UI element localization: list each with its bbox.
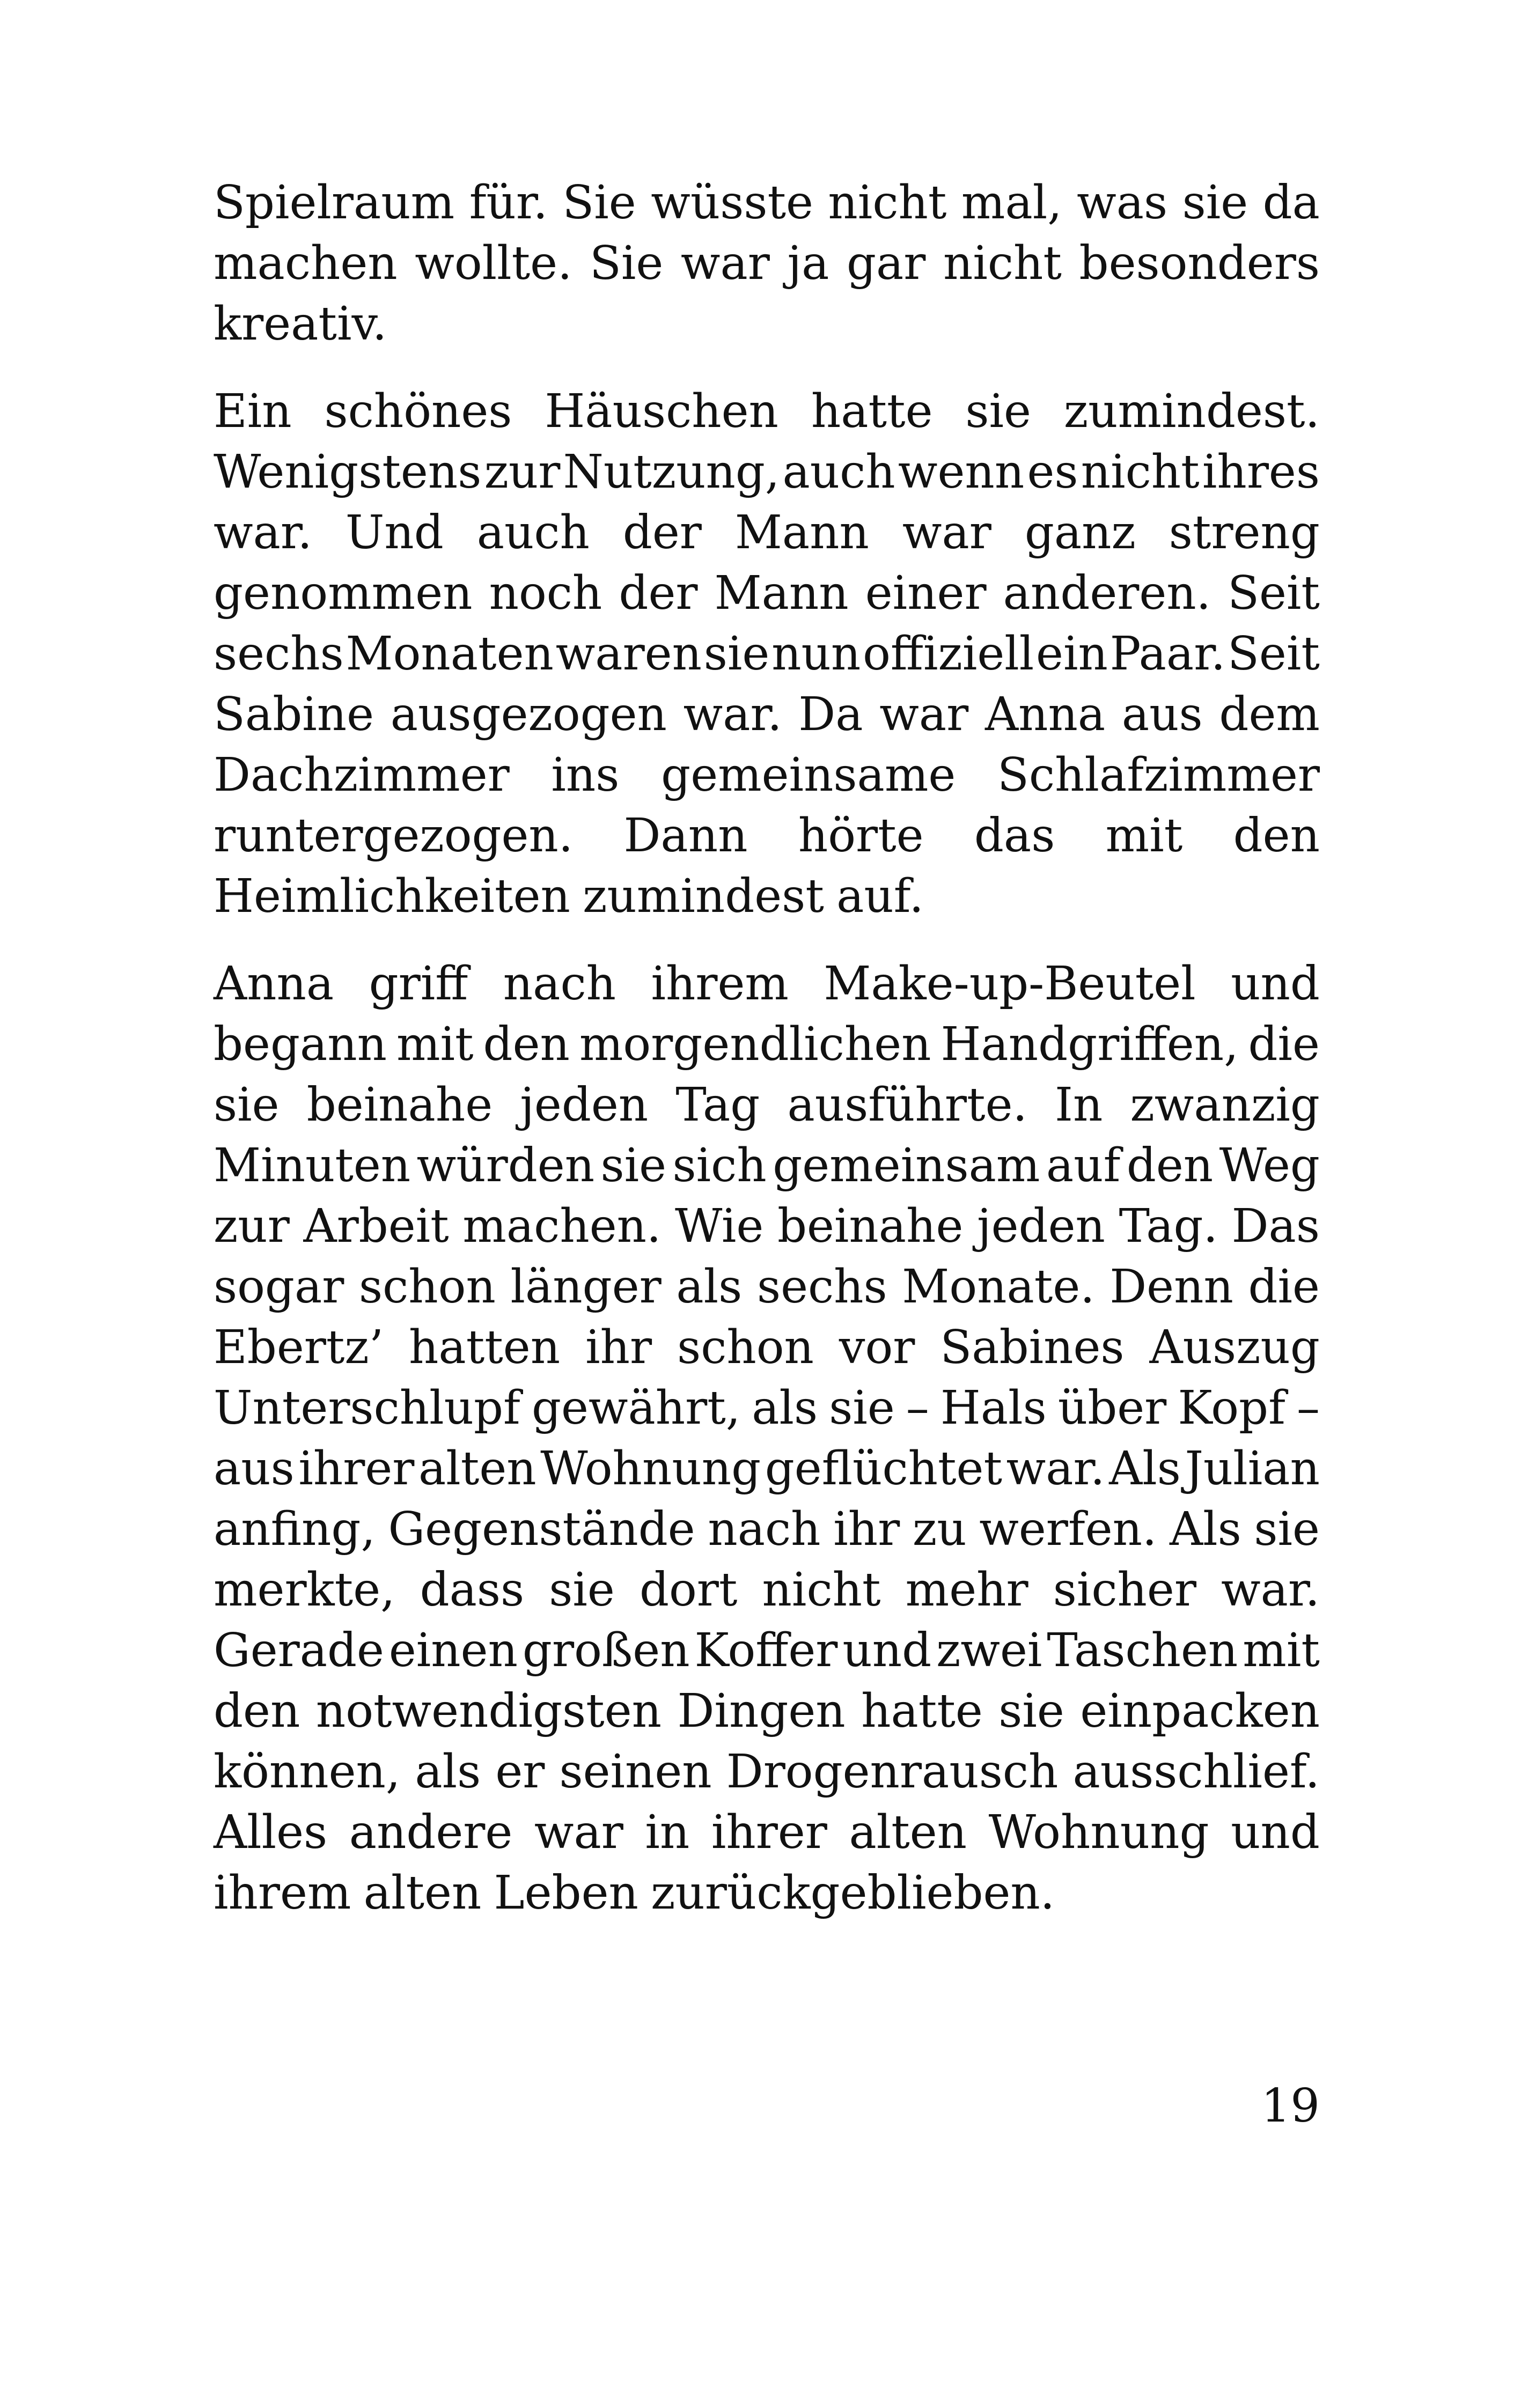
word: mal,	[961, 176, 1062, 230]
word: Sabines	[940, 1321, 1125, 1374]
word: Häuschen	[545, 385, 778, 438]
word: einen	[388, 1624, 518, 1677]
word: auch	[476, 506, 590, 559]
word: Koffer	[694, 1624, 838, 1677]
word: Kopf	[1178, 1381, 1285, 1435]
word: sechs	[756, 1260, 887, 1314]
word: anderen.	[1003, 566, 1211, 620]
text-line	[214, 1196, 1320, 1257]
word: Tag.	[1119, 1199, 1218, 1253]
word: genommen	[214, 566, 473, 620]
word: war.	[214, 506, 312, 559]
word: Seit	[1228, 627, 1320, 681]
word: dass	[420, 1563, 525, 1617]
text-line	[214, 503, 1320, 563]
word: Da	[798, 688, 863, 741]
word: sie	[703, 627, 770, 681]
text-line	[214, 173, 1320, 233]
text-line	[214, 442, 1320, 503]
word: zu	[912, 1503, 967, 1556]
word: mit	[1105, 809, 1183, 863]
word: Sabine	[214, 688, 374, 741]
word: mehr	[905, 1563, 1028, 1617]
text-line	[214, 866, 1320, 927]
word: Wohnung	[988, 1806, 1209, 1859]
word: zurückgeblieben.	[651, 1866, 1055, 1920]
word: Paar.	[1109, 627, 1226, 681]
word: Mann	[734, 506, 869, 559]
word: Auszug	[1149, 1321, 1320, 1374]
word: mit	[396, 1018, 474, 1071]
word: Und	[345, 506, 444, 559]
word: dem	[1219, 688, 1320, 741]
word: Minuten	[214, 1139, 411, 1192]
body-text	[214, 173, 1320, 1950]
word: beinahe	[306, 1078, 493, 1132]
word: werfen.	[979, 1503, 1157, 1556]
word: schon	[359, 1260, 496, 1314]
word: über	[1057, 1381, 1167, 1435]
word: gar	[846, 237, 926, 290]
word: sie	[998, 1684, 1064, 1738]
word: und	[1231, 1806, 1320, 1859]
word: sie	[829, 1381, 895, 1435]
word: hörte	[798, 809, 924, 863]
word: den	[483, 1018, 570, 1071]
word: sie	[1182, 176, 1248, 230]
word: Mann	[714, 566, 849, 620]
word: länger	[510, 1260, 662, 1314]
word: alten	[418, 1442, 537, 1496]
word: Nutzung,	[563, 445, 780, 499]
word: notwendigsten	[315, 1684, 662, 1738]
word: alten	[849, 1806, 967, 1859]
word: beinahe	[777, 1199, 964, 1253]
text-line	[214, 745, 1320, 806]
word: morgendlichen	[579, 1018, 931, 1071]
word: auch	[782, 445, 895, 499]
word: zur	[214, 1199, 290, 1253]
word: hatten	[409, 1321, 561, 1374]
word: sogar	[214, 1260, 344, 1314]
text-line	[214, 954, 1320, 1014]
word: sie	[214, 1078, 280, 1132]
word: –	[906, 1381, 929, 1435]
word: und	[842, 1624, 932, 1677]
word: für.	[469, 176, 548, 230]
word: gemeinsam	[773, 1139, 1040, 1192]
word: die	[1248, 1260, 1320, 1314]
word: Heimlichkeiten	[214, 870, 570, 923]
word: den	[1126, 1139, 1214, 1192]
word: einpacken	[1080, 1684, 1320, 1738]
word: in	[645, 1806, 690, 1859]
word: Gerade	[214, 1624, 384, 1677]
word: einer	[865, 566, 987, 620]
word: als	[415, 1745, 481, 1799]
word: streng	[1169, 506, 1320, 559]
word: Make-up-Beutel	[824, 957, 1196, 1011]
word: zwanzig	[1130, 1078, 1320, 1132]
word: und	[1231, 957, 1320, 1011]
word: ausgezogen	[390, 688, 667, 741]
word: können,	[214, 1745, 401, 1799]
word: ihrer	[298, 1442, 415, 1496]
word: schönes	[324, 385, 512, 438]
word: den	[1233, 809, 1320, 863]
word: nicht	[762, 1563, 881, 1617]
text-line	[214, 1802, 1320, 1863]
text-line	[214, 1439, 1320, 1499]
word: ganz	[1024, 506, 1136, 559]
word: wenn	[898, 445, 1025, 499]
word: runtergezogen.	[214, 809, 574, 863]
word: sie	[549, 1563, 615, 1617]
word: sie	[600, 1139, 667, 1192]
paragraph	[214, 381, 1320, 927]
word: ihrer	[711, 1806, 827, 1859]
word: als	[676, 1260, 743, 1314]
text-line	[214, 684, 1320, 745]
word: nach	[708, 1503, 821, 1556]
word: Als	[1109, 1442, 1181, 1496]
word: Anna	[985, 688, 1106, 741]
word: war.	[683, 688, 782, 741]
word: Monaten	[346, 627, 554, 681]
word: Denn	[1109, 1260, 1233, 1314]
word: In	[1054, 1078, 1103, 1132]
text-line	[214, 381, 1320, 442]
word: offiziell	[863, 627, 1034, 681]
word: war.	[1006, 1442, 1105, 1496]
word: zwei	[936, 1624, 1042, 1677]
word: Hals	[940, 1381, 1047, 1435]
word: anfing,	[214, 1503, 376, 1556]
word: der	[622, 506, 702, 559]
word: würden	[416, 1139, 595, 1192]
word: Spielraum	[214, 176, 455, 230]
word: Leben	[494, 1866, 638, 1920]
word: Anna	[214, 957, 334, 1011]
word: auf	[1046, 1139, 1121, 1192]
text-line	[214, 1499, 1320, 1560]
word: aus	[214, 1442, 295, 1496]
word: Schlafzimmer	[997, 748, 1320, 802]
word: war	[534, 1806, 623, 1859]
word: nicht	[1081, 445, 1200, 499]
word: ihres	[1202, 445, 1320, 499]
word: zumindest.	[1063, 385, 1320, 438]
word: Gegenstände	[388, 1503, 695, 1556]
word: Drogenrausch	[726, 1745, 1059, 1799]
word: ins	[551, 748, 620, 802]
word: Sie	[589, 237, 664, 290]
word: er	[495, 1745, 545, 1799]
word: dort	[639, 1563, 738, 1617]
word: war	[879, 688, 969, 741]
text-line	[214, 1317, 1320, 1378]
word: sicher	[1053, 1563, 1196, 1617]
word: kreativ.	[214, 297, 387, 351]
word: zur	[484, 445, 561, 499]
text-line	[214, 563, 1320, 624]
text-line	[214, 1560, 1320, 1621]
word: jeden	[977, 1199, 1105, 1253]
word: wüsste	[651, 176, 813, 230]
word: es	[1027, 445, 1078, 499]
word: nach	[503, 957, 616, 1011]
word: Unterschlupf	[214, 1381, 520, 1435]
word: Dachzimmer	[214, 748, 510, 802]
word: machen.	[462, 1199, 662, 1253]
word: zumindest	[583, 870, 824, 923]
word: ihrem	[214, 1866, 351, 1920]
word: Dingen	[677, 1684, 846, 1738]
word: Dann	[623, 809, 748, 863]
word: aus	[1121, 688, 1203, 741]
word: Wenigstens	[214, 445, 482, 499]
word: ihr	[833, 1503, 900, 1556]
word: Taschen	[1047, 1624, 1238, 1677]
word: Arbeit	[303, 1199, 449, 1253]
word: ihr	[585, 1321, 652, 1374]
word: war	[680, 237, 770, 290]
word: gewährt,	[531, 1381, 741, 1435]
text-line	[214, 1257, 1320, 1317]
word: Julian	[1185, 1442, 1320, 1496]
word: mit	[1243, 1624, 1320, 1677]
word: sechs	[214, 627, 344, 681]
word: Als	[1170, 1503, 1241, 1556]
word: geflüchtet	[765, 1442, 1003, 1496]
word: sie	[965, 385, 1031, 438]
word: Tag	[675, 1078, 760, 1132]
word: als	[752, 1381, 818, 1435]
word: da	[1262, 176, 1320, 230]
word: andere	[349, 1806, 513, 1859]
page-number: 19	[1261, 2079, 1320, 2133]
word: hatte	[861, 1684, 983, 1738]
word: merkte,	[214, 1563, 395, 1617]
word: jeden	[520, 1078, 649, 1132]
word: besonders	[1079, 237, 1320, 290]
word: Wohnung	[540, 1442, 761, 1496]
paragraph	[214, 954, 1320, 1924]
word: griff	[369, 957, 468, 1011]
word: nicht	[943, 237, 1062, 290]
text-line	[214, 806, 1320, 866]
word: war.	[1221, 1563, 1320, 1617]
word: alten	[363, 1866, 482, 1920]
text-line	[214, 1681, 1320, 1742]
text-line	[214, 1014, 1320, 1075]
text-line	[214, 294, 1320, 355]
text-line	[214, 1378, 1320, 1439]
text-line	[214, 1742, 1320, 1802]
word: Seit	[1228, 566, 1320, 620]
word: das	[974, 809, 1055, 863]
word: Handgriffen,	[940, 1018, 1239, 1071]
word: großen	[522, 1624, 690, 1677]
word: nun	[771, 627, 861, 681]
paragraph	[214, 173, 1320, 355]
word: Wie	[675, 1199, 764, 1253]
text-line	[214, 624, 1320, 684]
word: waren	[555, 627, 702, 681]
word: sich	[672, 1139, 767, 1192]
word: gemeinsame	[661, 748, 956, 802]
word: begann	[214, 1018, 387, 1071]
word: war	[902, 506, 991, 559]
word: vor	[839, 1321, 915, 1374]
word: Ein	[214, 385, 292, 438]
word: ausschlief.	[1072, 1745, 1320, 1799]
word: die	[1248, 1018, 1320, 1071]
word: Monate.	[902, 1260, 1095, 1314]
text-line	[214, 233, 1320, 294]
word: ja	[787, 237, 829, 290]
word: auf.	[836, 870, 924, 923]
word: schon	[677, 1321, 814, 1374]
word: –	[1296, 1381, 1320, 1435]
word: sie	[1254, 1503, 1320, 1556]
word: Sie	[562, 176, 636, 230]
word: der	[619, 566, 698, 620]
word: ihrem	[651, 957, 789, 1011]
word: machen	[214, 237, 398, 290]
word: den	[214, 1684, 300, 1738]
text-line	[214, 1621, 1320, 1681]
word: seinen	[559, 1745, 712, 1799]
text-line	[214, 1075, 1320, 1136]
word: was	[1077, 176, 1168, 230]
word: Ebertz’	[214, 1321, 384, 1374]
text-line	[214, 1863, 1320, 1924]
word: Weg	[1219, 1139, 1320, 1192]
word: nicht	[828, 176, 947, 230]
word: wollte.	[415, 237, 572, 290]
word: ausführte.	[787, 1078, 1027, 1132]
word: ein	[1036, 627, 1108, 681]
word: hatte	[811, 385, 933, 438]
text-line	[214, 1136, 1320, 1196]
word: Das	[1231, 1199, 1320, 1253]
word: Alles	[214, 1806, 328, 1859]
word: noch	[489, 566, 602, 620]
